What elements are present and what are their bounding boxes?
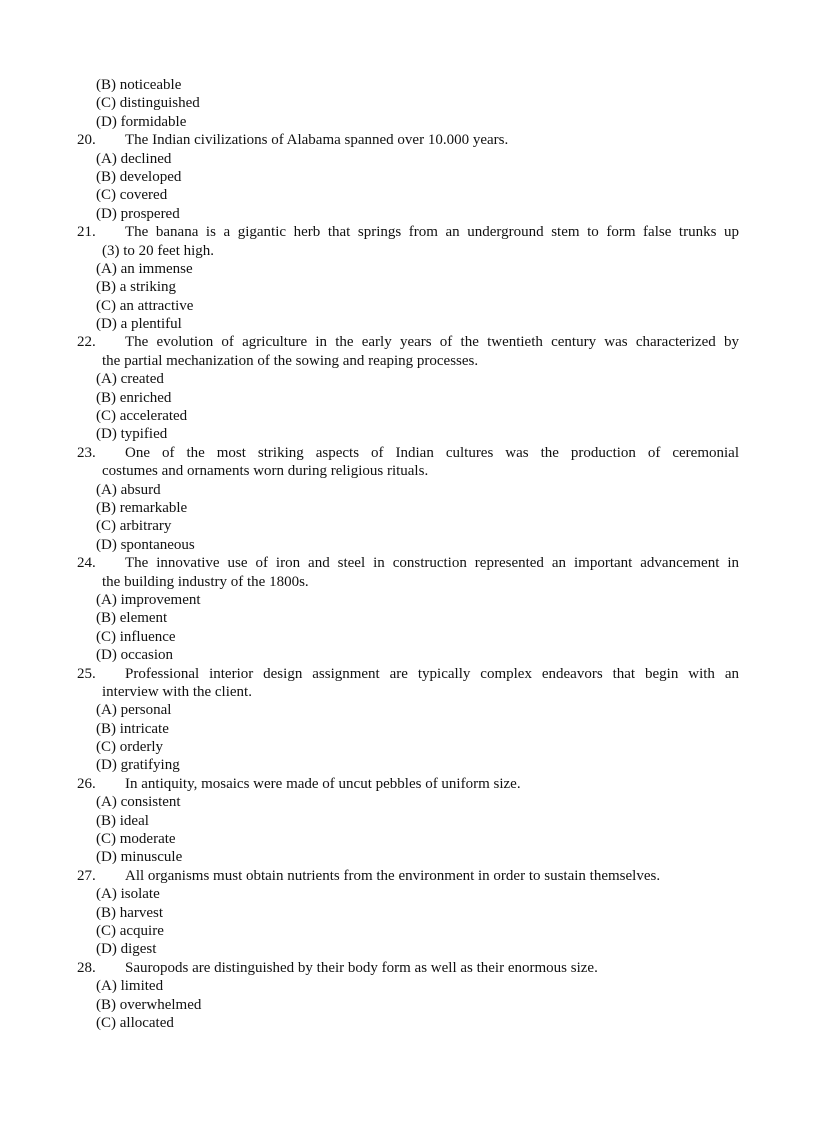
answer-option: (C) distinguished <box>96 95 200 112</box>
answer-option: (C) covered <box>96 187 168 204</box>
question-continuation: interview with the client. <box>102 683 252 700</box>
question-number: 21. <box>77 224 96 241</box>
answer-option: (A) personal <box>96 702 172 719</box>
answer-option: (C) arbitrary <box>96 518 172 535</box>
question-text <box>0 959 816 977</box>
answer-option: (C) allocated <box>96 1014 174 1031</box>
answer-option: (A) consistent <box>96 794 181 811</box>
question-stem: Sauropods are distinguished by their body form as well as their enormous size. <box>125 959 598 976</box>
question-item <box>0 223 816 333</box>
question-stem: All organisms must obtain nutrients from the environment in order to sustain themselves. <box>125 867 661 884</box>
question-number: 25. <box>77 665 96 682</box>
question-stem: The innovative use of iron and steel in construction represented an important advancement in <box>125 555 739 572</box>
question-item <box>0 333 816 443</box>
answer-option: (B) ideal <box>96 812 149 829</box>
answer-option: (A) isolate <box>96 886 160 903</box>
answer-option: (C) moderate <box>96 831 176 848</box>
answer-option: (B) intricate <box>96 720 169 737</box>
answer-option: (A) an immense <box>96 260 193 277</box>
question-continuation: the building industry of the 1800s. <box>102 573 309 590</box>
question-number: 26. <box>77 775 96 792</box>
answer-option: (B) developed <box>96 168 182 185</box>
question-stem: In antiquity, mosaics were made of uncut pebbles of uniform size. <box>125 775 521 792</box>
answer-option: (A) created <box>96 371 164 388</box>
question-number: 28. <box>77 959 96 976</box>
question-number: 27. <box>77 867 96 884</box>
answer-option: (C) influence <box>96 628 176 645</box>
answer-option: (B) enriched <box>96 389 172 406</box>
answer-option: (A) improvement <box>96 591 201 608</box>
answer-option: (B) noticeable <box>96 77 182 93</box>
question-continuation: (3) to 20 feet high. <box>102 242 215 259</box>
question-continuation: costumes and ornaments worn during religious rituals. <box>102 463 429 480</box>
answer-option: (A) limited <box>96 978 164 995</box>
question-number: 22. <box>77 334 96 351</box>
answer-option: (B) harvest <box>96 904 164 921</box>
question-stem: The banana is a gigantic herb that springs from an underground stem to form false trunks up <box>125 224 739 241</box>
question-item <box>0 665 816 775</box>
answer-option: (D) spontaneous <box>96 536 195 553</box>
question-continuation: the partial mechanization of the sowing and reaping processes. <box>102 352 479 369</box>
answer-option: (D) a plentiful <box>96 316 182 333</box>
answer-option: (A) absurd <box>96 481 161 498</box>
answer-option: (D) formidable <box>96 113 187 130</box>
answer-option: (D) occasion <box>96 647 174 664</box>
question-item <box>0 554 816 664</box>
question-item <box>0 867 816 959</box>
answer-option: (C) orderly <box>96 739 164 756</box>
answer-option: (C) an attractive <box>96 297 194 314</box>
question-stem: The evolution of agriculture in the early years of the twentieth century was characterized by <box>125 334 739 351</box>
question-number: 20. <box>77 132 96 149</box>
question-stem: The Indian civilizations of Alabama spanned over 10.000 years. <box>125 132 509 149</box>
question-text <box>0 867 816 885</box>
answer-option: (B) remarkable <box>96 499 188 516</box>
question-text <box>0 131 816 149</box>
answer-option: (A) declined <box>96 150 172 167</box>
question-item <box>0 775 816 867</box>
question-number: 23. <box>77 444 96 461</box>
answer-option: (D) minuscule <box>96 849 183 866</box>
answer-option: (C) acquire <box>96 922 164 939</box>
answer-option: (B) element <box>96 610 168 627</box>
answer-option: (B) a striking <box>96 279 176 296</box>
question-text <box>0 775 816 793</box>
question-stem: One of the most striking aspects of Indian cultures was the production of ceremonial <box>125 444 739 461</box>
question-item <box>0 131 816 223</box>
question-stem: Professional interior design assignment are typically complex endeavors that begin with an <box>125 665 739 682</box>
question-text <box>0 554 816 572</box>
answer-option: (D) digest <box>96 941 157 958</box>
question-text <box>0 333 816 351</box>
question-text <box>0 444 816 462</box>
question-text <box>0 665 816 683</box>
document-page <box>0 76 816 1032</box>
answer-option: (B) overwhelmed <box>96 996 202 1013</box>
question-item <box>0 959 816 1033</box>
question-item <box>0 444 816 554</box>
answer-option: (D) prospered <box>96 205 180 222</box>
answer-option: (C) accelerated <box>96 408 188 425</box>
question-text <box>0 223 816 241</box>
leading-options <box>0 76 816 131</box>
answer-option: (D) gratifying <box>96 757 180 774</box>
question-number: 24. <box>77 555 96 572</box>
answer-option: (D) typified <box>96 426 168 443</box>
